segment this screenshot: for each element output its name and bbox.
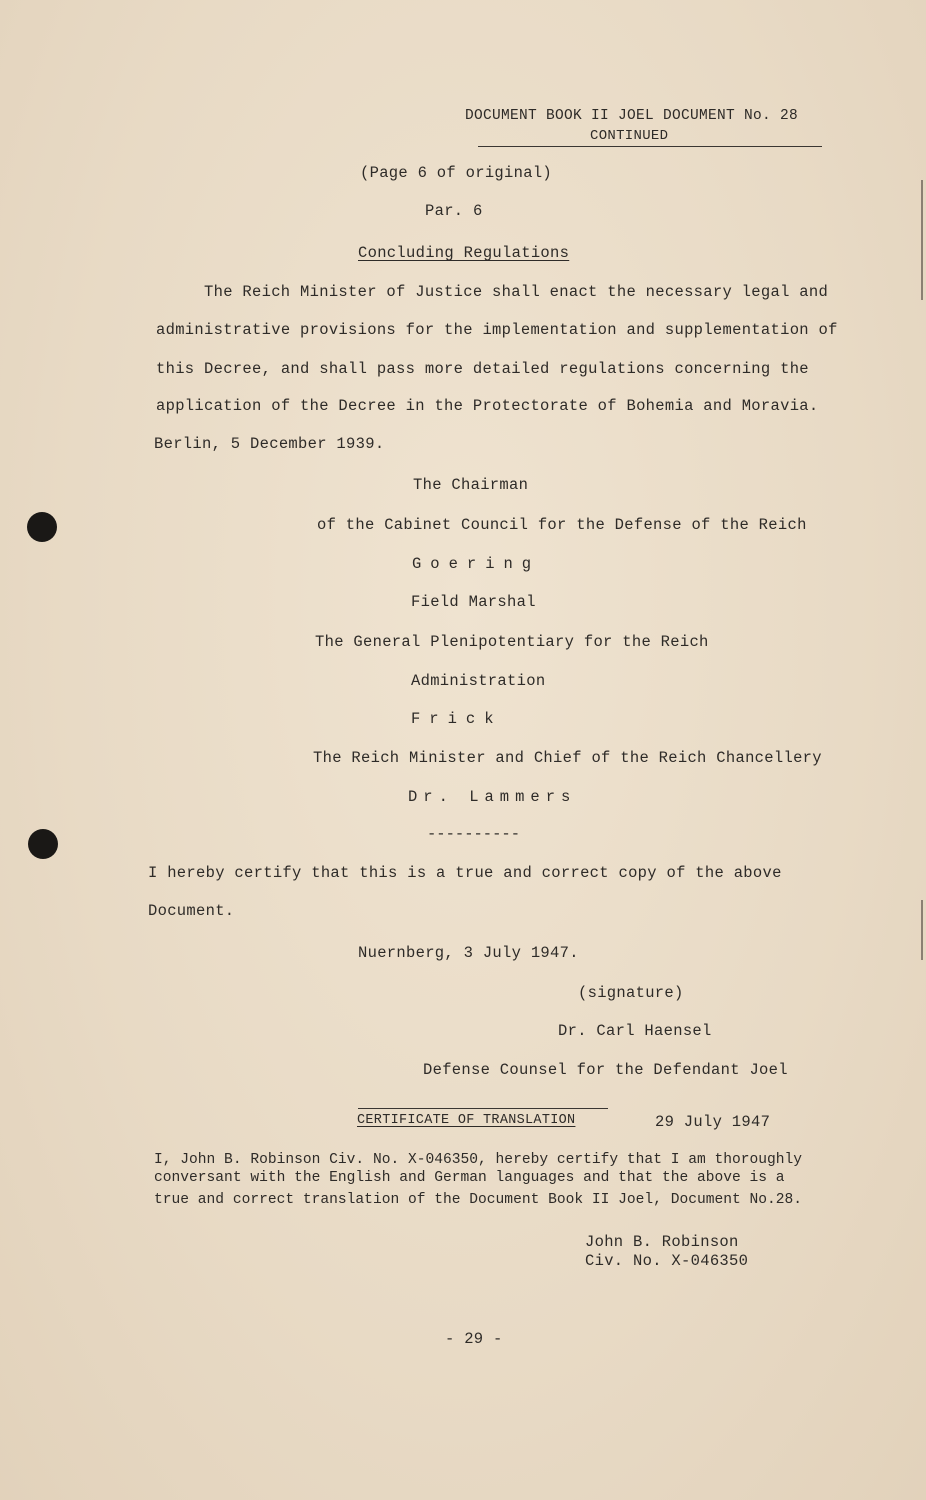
translator-id: Civ. No. X-046350 [585,1252,749,1270]
certification-place-date: Nuernberg, 3 July 1947. [358,944,579,962]
chairman-council: of the Cabinet Council for the Defense of the Reich [317,516,807,534]
header-title: DOCUMENT BOOK II JOEL DOCUMENT No. 28 [465,108,799,124]
separator: ---------- [427,825,521,843]
page-reference: (Page 6 of original) [360,164,553,182]
translation-certificate-title: CERTIFICATE OF TRANSLATION [357,1113,576,1128]
body-line: Berlin, 5 December 1939. [154,435,385,453]
header-rule [478,146,822,147]
body-line: this Decree, and shall pass more detailed regulations concerning the [156,360,809,378]
minister-name-text: Dr. Lammers [408,788,577,806]
paragraph-number: Par. 6 [425,202,483,220]
plenipotentiary-title-cont: Administration [411,672,546,690]
minister-name [408,788,576,806]
translation-certificate-date: 29 July 1947 [655,1113,771,1131]
edge-mark [921,900,923,960]
translation-line: conversant with the English and German languages and that the above is a [154,1170,785,1186]
certification-line: I hereby certify that this is a true and correct copy of the above [148,864,782,882]
chairman-rank: Field Marshal [411,593,536,611]
edge-mark [921,180,923,300]
chairman-name: Goering [412,555,541,573]
body-line: application of the Decree in the Protectorate of Bohemia and Moravia. [156,397,819,415]
translator-name: John B. Robinson [585,1233,739,1251]
punch-hole-bottom [28,829,58,859]
body-line: The Reich Minister of Justice shall enact the necessary legal and [204,283,829,301]
translation-line: true and correct translation of the Document Book II Joel, Document No.28. [154,1192,803,1208]
signer-role: Defense Counsel for the Defendant Joel [423,1061,788,1079]
body-line: administrative provisions for the implementation and supplementation of [156,321,838,339]
punch-hole-top [27,512,57,542]
plenipotentiary-name: Frick [411,710,503,728]
minister-title: The Reich Minister and Chief of the Reich Chancellery [313,749,822,767]
header-subtitle: CONTINUED [590,128,669,144]
translation-rule [358,1108,608,1109]
chairman-title: The Chairman [413,476,529,494]
section-title: Concluding Regulations [358,244,570,262]
plenipotentiary-title: The General Plenipotentiary for the Reich [315,633,709,651]
page-number: - 29 - [445,1330,503,1348]
signer-name: Dr. Carl Haensel [558,1022,712,1040]
translation-line: I, John B. Robinson Civ. No. X-046350, hereby certify that I am thoroughly [154,1152,803,1168]
signature-note: (signature) [578,984,684,1002]
certification-line: Document. [148,902,235,920]
